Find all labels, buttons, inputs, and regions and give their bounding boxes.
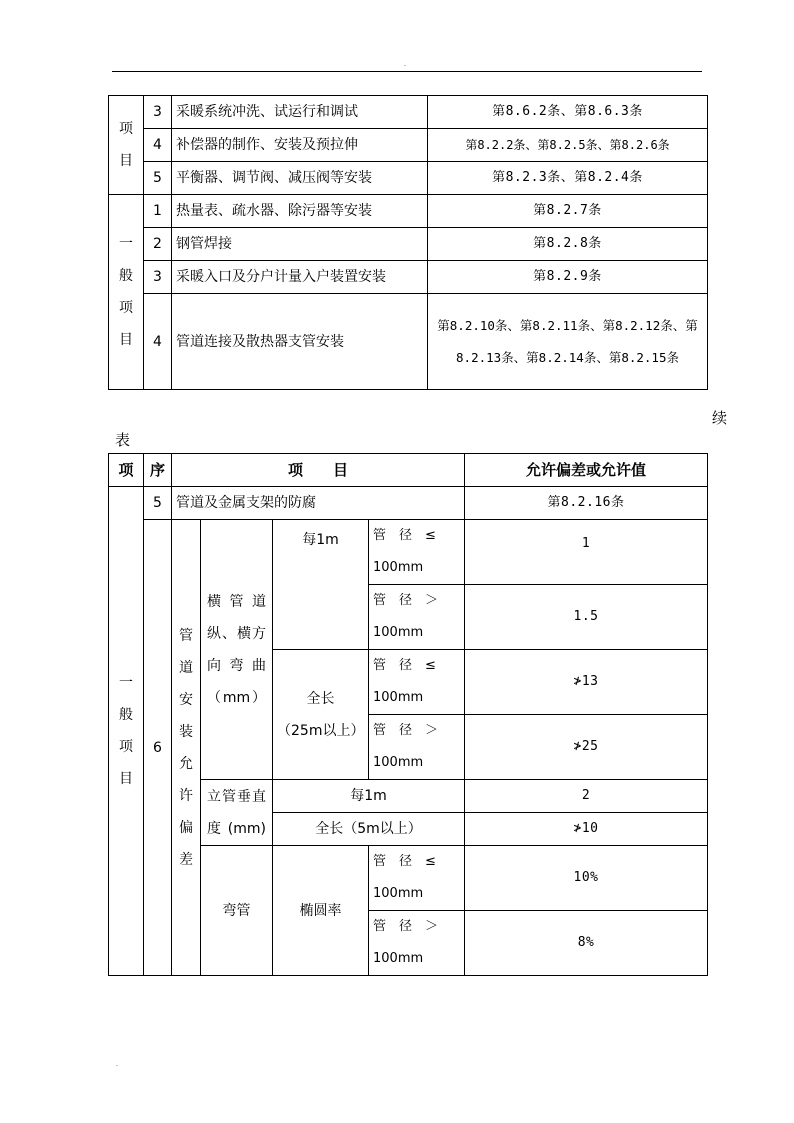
group-general-items-label <box>109 487 144 976</box>
value-cell: 2 <box>465 780 708 813</box>
deviation-category-label <box>172 520 201 976</box>
header-seq: 序 <box>144 454 172 487</box>
continued-label-part2: 表 <box>115 431 131 449</box>
group-label-text: 一 般 项 目 <box>119 236 133 348</box>
ref-cell: 第8.2.9条 <box>428 261 708 294</box>
item-cell: 补偿器的制作、安装及预拉伸 <box>172 129 428 162</box>
seq-cell: 6 <box>144 520 172 976</box>
value-cell: ≯10 <box>465 813 708 846</box>
bend-label: 弯管 <box>201 846 273 976</box>
condition-gt-100mm: 管 径 ＞ 100mm <box>369 715 465 780</box>
item-cell: 管道连接及散热器支管安装 <box>172 294 428 390</box>
header-rule <box>112 71 702 72</box>
value-cell: 10% <box>465 846 708 911</box>
value-cell: 1 <box>465 520 708 585</box>
seq-cell: 4 <box>144 294 172 390</box>
ref-cell: 第8.2.3条、第8.2.4条 <box>428 162 708 195</box>
group-main-items-label <box>109 96 144 195</box>
value-cell: ≯25 <box>465 715 708 780</box>
full-length-5m-label: 全长（5m以上） <box>273 813 465 846</box>
value-cell: ≯13 <box>465 650 708 715</box>
ref-cell: 第8.6.2条、第8.6.3条 <box>428 96 708 129</box>
seq-cell: 1 <box>144 195 172 228</box>
value-cell: 8% <box>465 911 708 976</box>
allowed-deviation-table <box>108 453 708 976</box>
footer-dot: . <box>116 1061 118 1068</box>
header-category: 项 <box>109 454 144 487</box>
seq-cell: 5 <box>144 162 172 195</box>
condition-gt-100mm: 管 径 ＞ 100mm <box>369 585 465 650</box>
ref-cell: 第8.2.16条 <box>465 487 708 520</box>
group-general-items-label <box>109 195 144 390</box>
seq-cell: 2 <box>144 228 172 261</box>
item-cell: 管道及金属支架的防腐 <box>172 487 465 520</box>
condition-le-100mm: 管 径 ≤ 100mm <box>369 520 465 585</box>
group-label-text: 项 目 <box>119 121 133 169</box>
ovality-label: 椭圆率 <box>273 846 369 976</box>
full-length-25m-label: 全长 （25m以上） <box>273 650 369 780</box>
horizontal-pipe-bend-label: 横管道纵、横方向弯曲（mm） <box>201 520 273 780</box>
item-cell: 采暖系统冲洗、试运行和调试 <box>172 96 428 129</box>
condition-gt-100mm: 管 径 ＞ 100mm <box>369 911 465 976</box>
ref-cell: 第8.2.7条 <box>428 195 708 228</box>
acceptance-items-table <box>108 95 708 390</box>
ref-cell: 第8.2.2条、第8.2.5条、第8.2.6条 <box>428 129 708 162</box>
condition-le-100mm: 管 径 ≤ 100mm <box>369 650 465 715</box>
seq-cell: 3 <box>144 261 172 294</box>
per-meter-label: 每1m <box>273 780 465 813</box>
continued-label-part1: 续 <box>712 409 728 427</box>
header-item: 项 目 <box>172 454 465 487</box>
category-text: 管 道 安 装 允 许 偏 差 <box>179 627 193 868</box>
item-cell: 钢管焊接 <box>172 228 428 261</box>
seq-cell: 3 <box>144 96 172 129</box>
group-label-text: 一 般 项 目 <box>119 675 133 787</box>
header-allowed-value: 允许偏差或允许值 <box>465 454 708 487</box>
ref-cell: 第8.2.10条、第8.2.11条、第8.2.12条、第8.2.13条、第8.2.14条、第8.2.15条 <box>428 294 708 390</box>
header-dot: . <box>404 61 406 68</box>
item-cell: 采暖入口及分户计量入户装置安装 <box>172 261 428 294</box>
seq-cell: 4 <box>144 129 172 162</box>
item-cell: 热量表、疏水器、除污器等安装 <box>172 195 428 228</box>
item-cell: 平衡器、调节阀、减压阀等安装 <box>172 162 428 195</box>
riser-verticality-label: 立管垂直度(mm) <box>201 780 273 846</box>
ref-cell: 第8.2.8条 <box>428 228 708 261</box>
seq-cell: 5 <box>144 487 172 520</box>
condition-le-100mm: 管 径 ≤ 100mm <box>369 846 465 911</box>
value-cell: 1.5 <box>465 585 708 650</box>
per-meter-label: 每1m <box>273 520 369 650</box>
